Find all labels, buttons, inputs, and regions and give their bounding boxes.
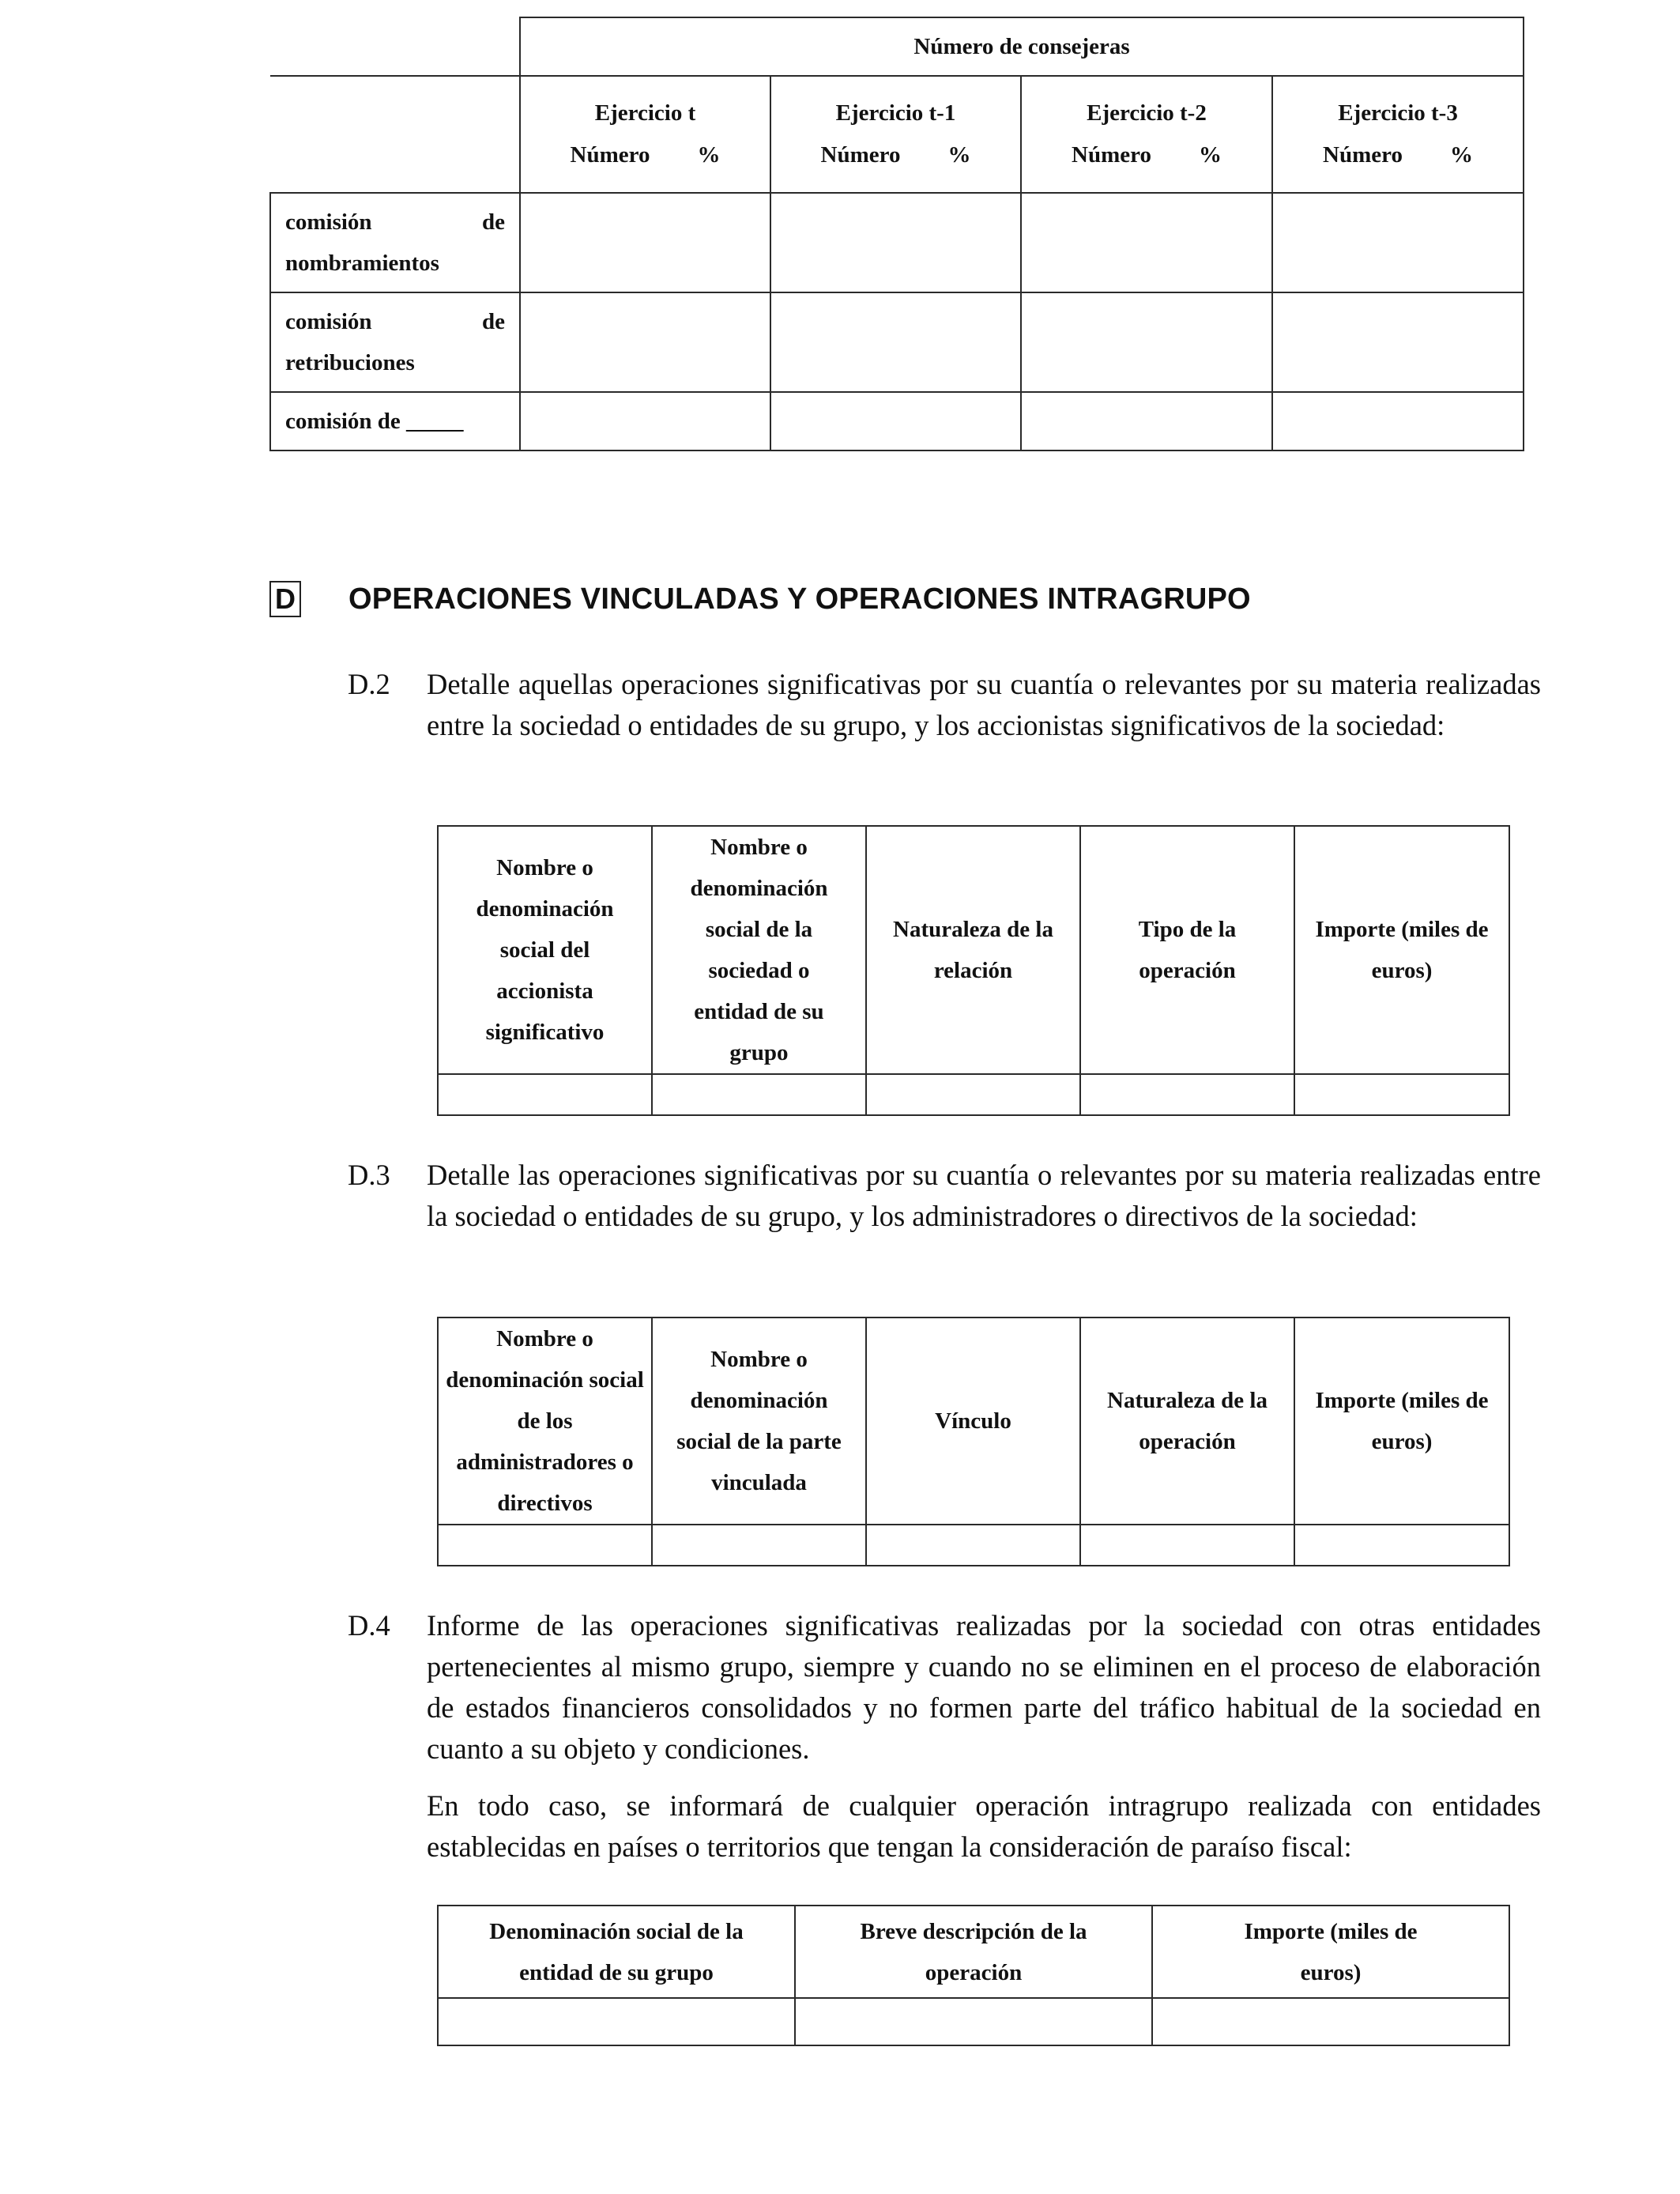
paragraph-text: Detalle aquellas operaciones significativas por su cuantía o relevantes por su materia realizadas entre la sociedad o entidades de su grupo, y los accionistas significativos de la sociedad:: [427, 668, 1541, 741]
blank-corner-2: [270, 76, 520, 193]
cell[interactable]: [438, 1525, 652, 1566]
cell[interactable]: [770, 193, 1021, 292]
section-title: OPERACIONES VINCULADAS Y OPERACIONES INTRAGRUPO: [348, 582, 1251, 616]
column-header: Importe (miles de euros): [1294, 826, 1509, 1074]
cell[interactable]: [520, 193, 770, 292]
group-header: Número de consejeras: [520, 17, 1524, 76]
column-header: Importe (miles de euros): [1152, 1906, 1509, 1998]
cell[interactable]: [520, 392, 770, 450]
d2-table: [437, 825, 1510, 1116]
paragraph-d2: [348, 664, 1541, 746]
column-header: Nombre o denominación social de la parte vinculada: [652, 1318, 866, 1525]
period-header: [770, 76, 1021, 193]
column-header: Naturaleza de la relación: [866, 826, 1080, 1074]
section-letter: D: [269, 581, 301, 617]
cell[interactable]: [1080, 1525, 1294, 1566]
cell[interactable]: [866, 1074, 1080, 1115]
paragraph-number: D.4: [348, 1609, 390, 1642]
row-label-word: nombramientos: [285, 251, 439, 276]
column-header: Denominación social de la entidad de su grupo: [438, 1906, 795, 1998]
column-header: Breve descripción de la operación: [795, 1906, 1152, 1998]
row-label-word: comisión: [285, 209, 372, 235]
row-label-word: comisión: [285, 309, 372, 334]
cell[interactable]: [1021, 193, 1272, 292]
table-row: [270, 292, 1524, 392]
percent-label: %: [1450, 142, 1473, 168]
cell[interactable]: [520, 292, 770, 392]
cell[interactable]: [652, 1525, 866, 1566]
cell[interactable]: [866, 1525, 1080, 1566]
cell[interactable]: [1294, 1525, 1509, 1566]
period-label: Ejercicio t: [594, 100, 696, 126]
period-label: Ejercicio t-3: [1338, 100, 1458, 126]
paragraph-d4: [348, 1605, 1541, 1868]
paragraph-text: Detalle las operaciones significativas por su cuantía o relevantes por su materia realizadas entre la sociedad o entidades de su grupo, y los administradores o directivos de la sociedad:: [427, 1159, 1541, 1232]
period-label: Ejercicio t-1: [835, 100, 956, 126]
section-heading: [269, 581, 1251, 617]
cell[interactable]: [1272, 193, 1524, 292]
cell[interactable]: [1294, 1074, 1509, 1115]
number-label: Número: [570, 142, 650, 168]
paragraph-text: Informe de las operaciones significativas realizadas por la sociedad con otras entidades pertenecientes al mismo grupo, siempre y cuando no se eliminen en el proceso de elaboración de estados financieros consolidados y no formen parte del tráfico habitual de la sociedad en cuanto a su objeto y condiciones.: [427, 1609, 1541, 1765]
row-label: [270, 193, 520, 292]
row-label: [270, 292, 520, 392]
row-label-word: de: [482, 209, 505, 235]
row-label: comisión de _____: [270, 392, 520, 450]
column-header: Vínculo: [866, 1318, 1080, 1525]
cell[interactable]: [1021, 392, 1272, 450]
paragraph-number: D.3: [348, 1159, 390, 1191]
d3-table: [437, 1317, 1510, 1566]
column-header: Naturaleza de la operación: [1080, 1318, 1294, 1525]
table-row: [438, 1525, 1509, 1566]
number-label: Número: [1323, 142, 1403, 168]
percent-label: %: [697, 142, 721, 168]
cell[interactable]: [1272, 392, 1524, 450]
cell[interactable]: [1272, 292, 1524, 392]
cell[interactable]: [770, 292, 1021, 392]
percent-label: %: [1198, 142, 1222, 168]
column-header: Tipo de la operación: [1080, 826, 1294, 1074]
cell[interactable]: [1080, 1074, 1294, 1115]
d4-table: [437, 1905, 1510, 2046]
column-header: Nombre o denominación social de los administradores o directivos: [438, 1318, 652, 1525]
cell[interactable]: [795, 1998, 1152, 2045]
number-label: Número: [1072, 142, 1151, 168]
period-header: [520, 76, 770, 193]
cell[interactable]: [438, 1074, 652, 1115]
cell[interactable]: [770, 392, 1021, 450]
row-label-word: retribuciones: [285, 350, 415, 375]
percent-label: %: [947, 142, 971, 168]
cell[interactable]: [1152, 1998, 1509, 2045]
board-composition-table: [269, 17, 1524, 451]
column-header: Importe (miles de euros): [1294, 1318, 1509, 1525]
row-label-word: de: [482, 309, 505, 334]
column-header: Nombre o denominación social del accionista significativo: [438, 826, 652, 1074]
period-label: Ejercicio t-2: [1087, 100, 1207, 126]
paragraph-number: D.2: [348, 668, 390, 700]
paragraph-d3: [348, 1155, 1541, 1237]
table-row: [438, 1998, 1509, 2045]
cell[interactable]: [1021, 292, 1272, 392]
cell[interactable]: [438, 1998, 795, 2045]
table-row: [270, 193, 1524, 292]
period-header: [1272, 76, 1524, 193]
cell[interactable]: [652, 1074, 866, 1115]
table-row: [438, 1074, 1509, 1115]
column-header: Nombre o denominación social de la sociedad o entidad de su grupo: [652, 826, 866, 1074]
paragraph-text-2: En todo caso, se informará de cualquier operación intragrupo realizada con entidades establecidas en países o territorios que tengan la consideración de paraíso fiscal:: [427, 1789, 1541, 1863]
number-label: Número: [820, 142, 901, 168]
blank-corner: [270, 17, 520, 76]
table-row: [270, 392, 1524, 450]
period-header: [1021, 76, 1272, 193]
